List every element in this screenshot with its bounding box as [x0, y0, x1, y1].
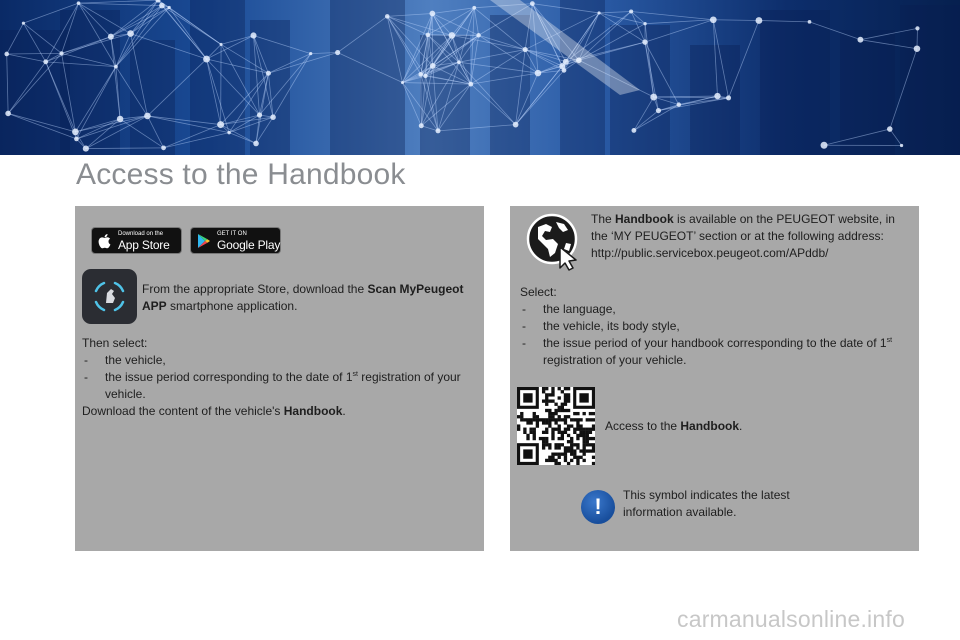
left-select-list: [82, 352, 478, 403]
list-item: [520, 318, 912, 335]
list-item: [82, 352, 478, 369]
google-play-icon: [197, 233, 211, 249]
download-instruction: [142, 281, 478, 315]
handbook-bold: Handbook: [615, 212, 674, 226]
right-select-list: [520, 301, 912, 369]
qr-pre: Access to the: [605, 419, 681, 433]
list-item: [520, 335, 912, 369]
select-label: Select:: [520, 285, 557, 299]
website-info: [591, 211, 911, 262]
handbook-bold: Handbook: [283, 404, 343, 418]
qr-code-icon[interactable]: [517, 387, 595, 465]
google-play-small-text: GET IT ON: [217, 231, 247, 237]
header-banner-image: [0, 0, 960, 155]
apple-icon: [98, 233, 112, 249]
page-title: Access to the Handbook: [76, 158, 406, 191]
list-item-text: the vehicle, its body style,: [543, 319, 680, 333]
peugeot-scan-app-icon: [82, 269, 137, 324]
list-item-text: the vehicle,: [105, 353, 166, 367]
left-select-block: [82, 335, 478, 420]
intro-pre: The: [591, 212, 616, 226]
exclamation-icon: !: [581, 490, 615, 524]
download-post-text: smartphone application.: [166, 299, 298, 313]
network-city-illustration: [0, 0, 960, 155]
handbook-bold: Handbook: [680, 419, 740, 433]
download-content-pre: Download the content of the vehicle's: [82, 404, 284, 418]
latest-info-note: This symbol indicates the latest information available.: [623, 488, 790, 519]
list-item: [520, 301, 912, 318]
download-content-text: [82, 403, 478, 420]
qr-caption: [605, 418, 905, 435]
list-item-text: the issue period corresponding to the date of 1: [105, 370, 353, 384]
google-play-badge[interactable]: [190, 227, 281, 254]
intro-post: is available on the PEUGEOT website, in the ‘MY PEUGEOT’ section or at the following address:: [591, 212, 895, 243]
list-item-text: registration of your vehicle.: [543, 353, 687, 367]
watermark: carmanualsonline.info: [677, 606, 905, 632]
handbook-url[interactable]: http://public.servicebox.peugeot.com/APddb/: [591, 246, 829, 260]
ordinal-suffix: st: [352, 371, 358, 378]
ordinal-suffix: st: [886, 337, 893, 344]
right-select-block: [520, 284, 912, 369]
globe-cursor-icon: [526, 213, 582, 271]
list-item-text: the issue period of your handbook corresponding to the date of 1: [543, 336, 887, 350]
app-store-big-text: App Store: [118, 238, 170, 252]
qr-post: .: [739, 419, 743, 433]
then-select-label: Then select:: [82, 336, 148, 350]
app-store-badge[interactable]: [91, 227, 182, 254]
scan-frame-icon: [82, 269, 137, 324]
list-item: [82, 369, 478, 403]
google-play-big-text: Google Play: [217, 238, 281, 252]
app-name: Scan MyPeugeot APP: [142, 282, 464, 313]
download-content-post: .: [342, 404, 346, 418]
download-pre-text: From the appropriate Store, download the: [142, 282, 368, 296]
list-item-text: the language,: [543, 302, 616, 316]
app-store-small-text: Download on the: [118, 231, 164, 237]
list-item-text: registration of your vehicle.: [105, 370, 461, 401]
